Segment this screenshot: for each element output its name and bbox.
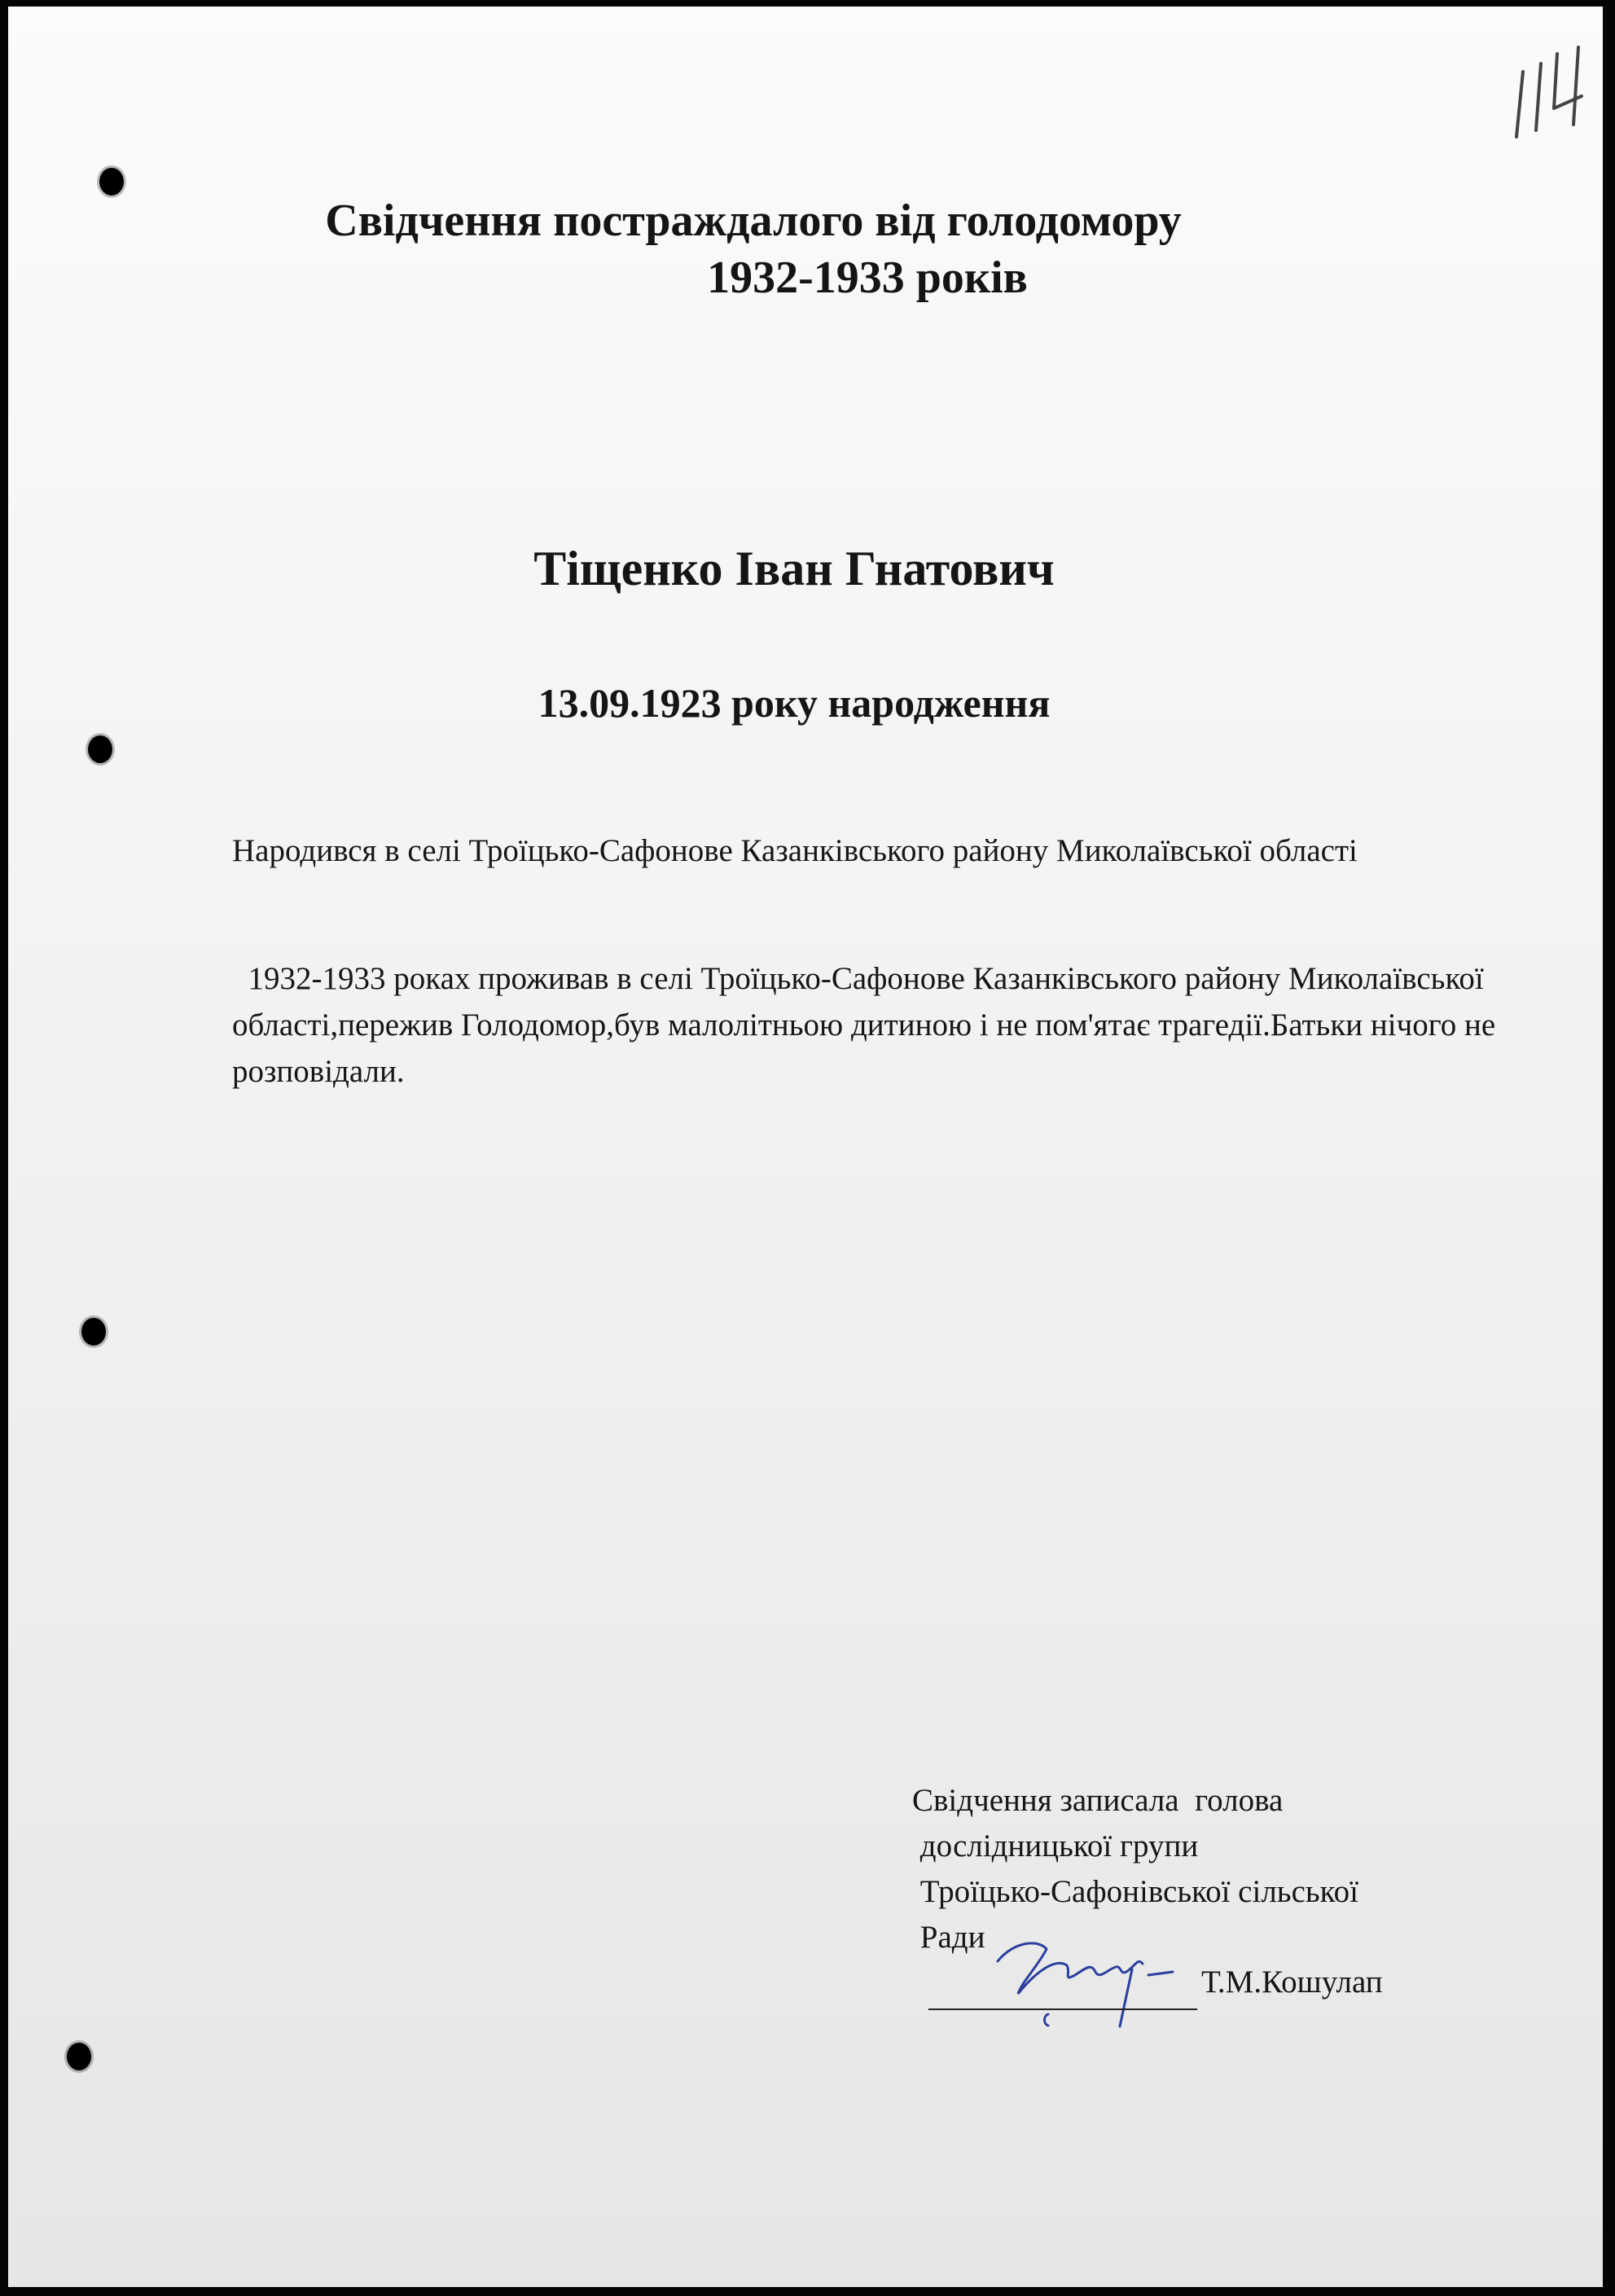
recorder-line-4: Ради bbox=[912, 1920, 985, 1955]
handwritten-signature bbox=[990, 1925, 1177, 2030]
recorder-line-2: дослідницької групи bbox=[912, 1828, 1199, 1864]
punch-hole bbox=[81, 1318, 106, 1346]
birthplace-paragraph: Народився в селі Троїцько-Сафонове Казанківського району Миколаївської області bbox=[232, 833, 1358, 868]
document-title bbox=[8, 192, 1499, 306]
title-line-2: 1932-1933 років bbox=[707, 252, 1028, 303]
punch-hole bbox=[99, 168, 124, 195]
handwritten-page-number bbox=[1507, 39, 1588, 153]
person-name: Тіщенко Іван Гнатович bbox=[533, 542, 1055, 595]
birth-date: 13.09.1923 року народження bbox=[538, 680, 1051, 726]
signature-line bbox=[928, 2008, 1197, 2010]
punch-hole bbox=[88, 735, 112, 763]
recorder-name: Т.М.Кошулап bbox=[1201, 1965, 1383, 2000]
document-page bbox=[8, 7, 1603, 2287]
recorder-line-3: Троїцько-Сафонівської сільської bbox=[912, 1874, 1358, 1909]
punch-hole bbox=[67, 2043, 91, 2070]
testimony-paragraph: 1932-1933 роках проживав в селі Троїцько-Сафонове Казанківського району Миколаївської області,пережив Голодомор,був малолітньою дитиною і не пом'ятає трагедії.Батьки нічого не розповідали. bbox=[232, 961, 1503, 1089]
recorder-line-1: Свідчення записала голова bbox=[912, 1783, 1284, 1818]
title-line-1: Свідчення постраждалого від голодомору bbox=[325, 195, 1182, 246]
